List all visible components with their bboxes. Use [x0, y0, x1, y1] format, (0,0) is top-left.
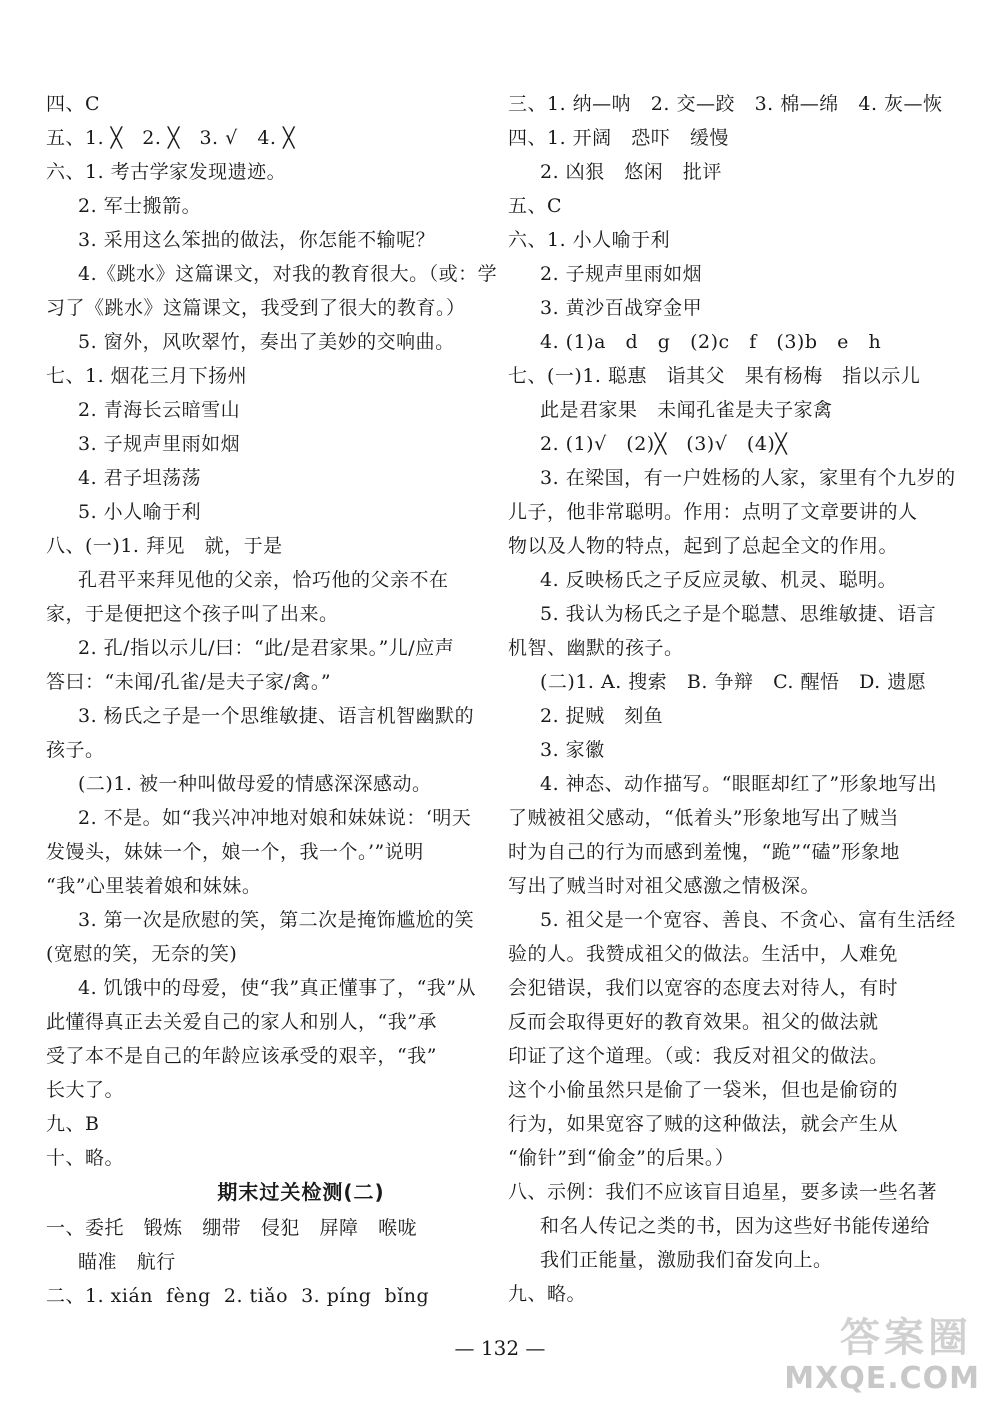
answer-line: 3. 在梁国，有一户姓杨的人家，家里有个九岁的	[540, 467, 956, 489]
answer-line: 4.《跳水》这篇课文，对我的教育很大。（或：学	[78, 263, 498, 285]
answer-line: “我”心里装着娘和妹妹。	[46, 875, 262, 897]
answer-line: 六、1. 考古学家发现遗迹。	[46, 161, 287, 183]
watermark-site-text: MXQE.COM	[784, 1361, 980, 1396]
answer-line: 5. 窗外，风吹翠竹，奏出了美妙的交响曲。	[78, 331, 455, 353]
answer-line: 孩子。	[46, 739, 105, 761]
answer-line: 验的人。我赞成祖父的做法。生活中，人难免	[508, 943, 899, 965]
answer-line: 六、1. 小人喻于利	[508, 229, 671, 251]
answer-line: 此懂得真正去关爱自己的家人和别人，“我”承	[46, 1011, 437, 1033]
answer-line: 4. 饥饿中的母爱，使“我”真正懂事了，“我”从	[78, 977, 477, 999]
answer-line: 了贼被祖父感动，“低着头”形象地写出了贼当	[508, 807, 899, 829]
answer-line: 印证了这个道理。（或：我反对祖父的做法。	[508, 1045, 889, 1067]
answer-line: 九、B	[46, 1113, 100, 1135]
answer-line: 答曰：“未闻/孔雀/是夫子家/禽。”	[46, 671, 332, 693]
answer-line: (二)1. 被一种叫做母爱的情感深深感动。	[78, 773, 432, 795]
answer-line: 我们正能量，激励我们奋发向上。	[540, 1249, 833, 1271]
answer-line: 2. 凶狠 悠闲 批评	[540, 161, 722, 183]
answer-line: 4. 反映杨氏之子反应灵敏、机灵、聪明。	[540, 569, 898, 591]
answer-line: 这个小偷虽然只是偷了一袋米，但也是偷窃的	[508, 1079, 899, 1101]
answer-line: 3. 杨氏之子是一个思维敏捷、语言机智幽默的	[78, 705, 475, 727]
answer-line: 三、1. 纳—呐 2. 交—跤 3. 棉—绵 4. 灰—恢	[508, 93, 943, 115]
answer-line: 家，于是便把这个孩子叫了出来。	[46, 603, 339, 625]
answer-line: 5. 小人喻于利	[78, 501, 202, 523]
answer-line: 3. 家徽	[540, 739, 605, 761]
answer-line: 五、C	[508, 195, 563, 217]
answer-line: 四、C	[46, 93, 101, 115]
watermark-logo-text: 答案圈	[840, 1315, 972, 1361]
answer-line: 时为自己的行为而感到羞愧，“跪”“磕”形象地	[508, 841, 900, 863]
answer-line: 七、1. 烟花三月下扬州	[46, 365, 248, 387]
answer-line: 3. 黄沙百战穿金甲	[540, 297, 703, 319]
answer-line: 3. 子规声里雨如烟	[78, 433, 241, 455]
answer-line: 4. (1)a d g (2)c f (3)b e h	[540, 331, 882, 353]
answer-line: 瞄准 航行	[78, 1251, 176, 1273]
answer-line: 十、略。	[46, 1147, 125, 1169]
answer-line: 2. 孔/指以示儿/曰：“此/是君家果。”儿/应声	[78, 637, 455, 659]
answer-line: 和名人传记之类的书，因为这些好书能传递给	[540, 1215, 931, 1237]
answer-line: 二、1. xián fèng 2. tiǎo 3. píng bǐng	[46, 1285, 430, 1307]
answer-line: 写出了贼当时对祖父感激之情极深。	[508, 875, 821, 897]
answer-line: 八、(一)1. 拜见 就，于是	[46, 535, 283, 557]
answer-line: 反而会取得更好的教育效果。祖父的做法就	[508, 1011, 879, 1033]
page-number: — 132 —	[454, 1336, 546, 1360]
section-title: 期末过关检测(二)	[217, 1180, 385, 1204]
answer-line: 会犯错误，我们以宽容的态度去对待人，有时	[508, 977, 899, 999]
answer-line: 四、1. 开阔 恐吓 缓慢	[508, 127, 729, 149]
answer-line: (宽慰的笑，无奈的笑)	[46, 943, 238, 965]
answer-line: 5. 祖父是一个宽容、善良、不贪心、富有生活经	[540, 909, 956, 931]
answer-line: 机智、幽默的孩子。	[508, 637, 684, 659]
answer-line: 物以及人物的特点，起到了总起全文的作用。	[508, 535, 899, 557]
answer-line: 八、示例：我们不应该盲目追星，要多读一些名著	[508, 1181, 938, 1203]
answer-line: 4. 君子坦荡荡	[78, 467, 202, 489]
answer-line: 一、委托 锻炼 绷带 侵犯 屏障 喉咙	[46, 1217, 418, 1239]
right-column	[508, 87, 968, 1311]
answer-line: 受了本不是自己的年龄应该承受的艰辛，“我”	[46, 1045, 437, 1067]
answer-line: 孔君平来拜见他的父亲，恰巧他的父亲不在	[78, 569, 449, 591]
answer-line: 2. 捉贼 刻鱼	[540, 705, 664, 727]
answer-line: (二)1. A. 搜索 B. 争辩 C. 醒悟 D. 遗愿	[540, 671, 927, 693]
answer-line: 此是君家果 未闻孔雀是夫子家禽	[540, 399, 833, 421]
answer-line: 2. 军士搬箭。	[78, 195, 202, 217]
answer-line: 儿子，他非常聪明。作用：点明了文章要讲的人	[508, 501, 918, 523]
answer-line: 九、略。	[508, 1283, 587, 1305]
answer-line: 5. 我认为杨氏之子是个聪慧、思维敏捷、语言	[540, 603, 937, 625]
left-column	[46, 87, 496, 1313]
answer-line: 发馒头，妹妹一个，娘一个，我一个。’”说明	[46, 841, 424, 863]
answer-line: 七、(一)1. 聪惠 诣其父 果有杨梅 指以示儿	[508, 365, 921, 387]
answer-line: 2. 子规声里雨如烟	[540, 263, 703, 285]
watermark-logo	[784, 1300, 992, 1410]
answer-line: 4. 神态、动作描写。“眼眶却红了”形象地写出	[540, 773, 938, 795]
answer-line: 2. 青海长云暗雪山	[78, 399, 241, 421]
answer-line: 行为，如果宽容了贼的这种做法，就会产生从	[508, 1113, 899, 1135]
answer-line: 3. 第一次是欣慰的笑，第二次是掩饰尴尬的笑	[78, 909, 475, 931]
answer-line: 习了《跳水》这篇课文，我受到了很大的教育。）	[46, 297, 466, 319]
answer-line: 2. 不是。如“我兴冲冲地对娘和妹妹说：‘明天	[78, 807, 472, 829]
answer-line: 五、1. ╳ 2. ╳ 3. √ 4. ╳	[46, 127, 295, 149]
answer-line: “偷针”到“偷金”的后果。）	[508, 1147, 735, 1169]
answer-line: 3. 采用这么笨拙的做法，你怎能不输呢？	[78, 229, 436, 251]
answer-line: 长大了。	[46, 1079, 125, 1101]
answer-line: 2. (1)√ (2)╳ (3)√ (4)╳	[540, 433, 788, 455]
